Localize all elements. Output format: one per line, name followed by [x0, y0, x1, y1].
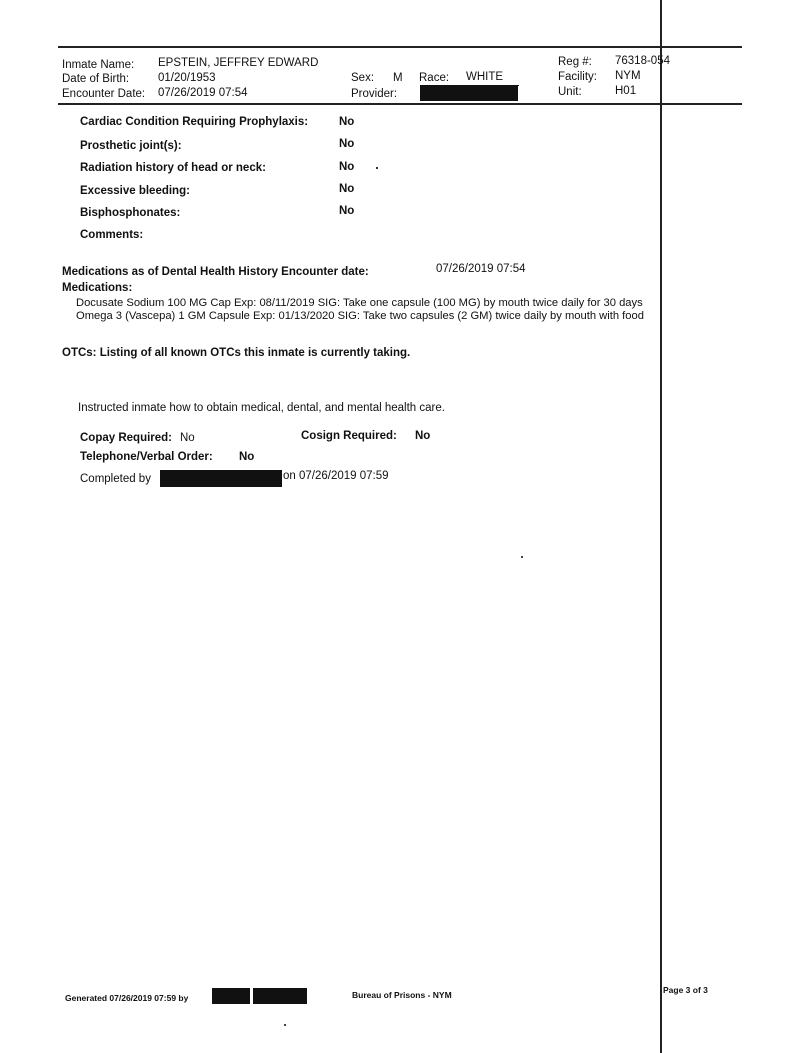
header-top-rule — [58, 46, 742, 48]
footer-redaction — [212, 988, 250, 1004]
sex-value: M — [393, 72, 403, 84]
history-value: No — [339, 161, 355, 173]
history-label: Bisphosphonates: — [80, 207, 181, 219]
unit-label: Unit: — [558, 86, 582, 98]
otc-heading: OTCs: Listing of all known OTCs this inmate is currently taking. — [62, 347, 411, 359]
scan-speck — [521, 556, 523, 558]
history-value: No — [339, 116, 355, 128]
medications-subheading: Medications: — [62, 282, 133, 294]
cosign-value: No — [415, 430, 431, 442]
history-label: Prosthetic joint(s): — [80, 140, 182, 152]
header-bottom-rule — [58, 103, 742, 105]
unit-value: H01 — [615, 85, 637, 97]
completed-suffix: on 07/26/2019 07:59 — [283, 470, 389, 482]
history-label: Radiation history of head or neck: — [80, 162, 266, 174]
race-value: WHITE — [466, 71, 504, 83]
inmate-name: EPSTEIN, JEFFREY EDWARD — [158, 57, 319, 69]
dob-label: Date of Birth: — [62, 73, 130, 85]
provider-redaction — [420, 85, 518, 101]
medication-line: Omega 3 (Vascepa) 1 GM Capsule Exp: 01/13/2020 SIG: Take two capsules (2 GM) twice daily by mouth with food — [76, 310, 644, 322]
facility-label: Facility: — [558, 71, 597, 83]
reg-label: Reg #: — [558, 56, 592, 68]
instructed-text: Instructed inmate how to obtain medical, dental, and mental health care. — [78, 402, 445, 414]
footer-bureau: Bureau of Prisons - NYM — [352, 990, 452, 1000]
telephone-value: No — [239, 451, 255, 463]
history-value: No — [339, 183, 355, 195]
facility-value: NYM — [615, 70, 641, 82]
encounter-date-value: 07/26/2019 07:54 — [158, 87, 248, 99]
completed-by-redaction — [160, 470, 282, 487]
cosign-label: Cosign Required: — [301, 430, 397, 442]
footer-redaction — [253, 988, 307, 1004]
footer-generated: Generated 07/26/2019 07:59 by — [65, 993, 189, 1003]
telephone-label: Telephone/Verbal Order: — [80, 451, 213, 463]
history-label: Cardiac Condition Requiring Prophylaxis: — [80, 116, 309, 128]
history-value: No — [339, 138, 355, 150]
scan-vertical-line — [660, 0, 662, 1053]
copay-value: No — [180, 432, 195, 444]
completed-prefix: Completed by — [80, 473, 151, 485]
history-label: Comments: — [80, 229, 144, 241]
scan-speck — [376, 167, 378, 169]
sex-label: Sex: — [351, 72, 375, 84]
medication-line: Docusate Sodium 100 MG Cap Exp: 08/11/2019 SIG: Take one capsule (100 MG) by mouth twice daily for 30 days — [76, 297, 643, 309]
medications-heading: Medications as of Dental Health History Encounter date: — [62, 266, 369, 278]
encounter-date-label: Encounter Date: — [62, 88, 146, 100]
history-label: Excessive bleeding: — [80, 185, 190, 197]
scan-speck — [284, 1024, 286, 1026]
footer-page: Page 3 of 3 — [663, 985, 708, 995]
medications-date: 07/26/2019 07:54 — [436, 263, 526, 275]
copay-label: Copay Required: — [80, 432, 173, 444]
reg-value: 76318-054 — [615, 55, 670, 67]
inmate-name-label: Inmate Name: — [62, 59, 135, 71]
dob-value: 01/20/1953 — [158, 72, 216, 84]
history-value: No — [339, 205, 355, 217]
race-label: Race: — [419, 72, 450, 84]
provider-label: Provider: — [351, 88, 398, 100]
